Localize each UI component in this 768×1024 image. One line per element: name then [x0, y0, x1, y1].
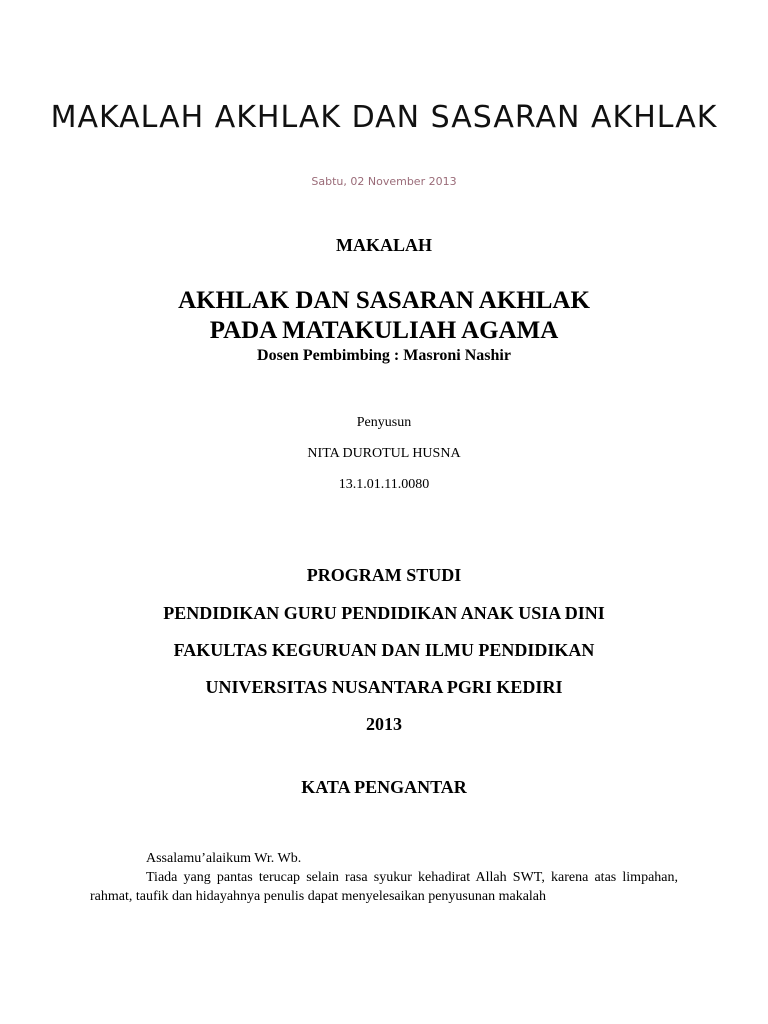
greeting: Assalamu’alaikum Wr. Wb.: [146, 851, 302, 866]
author-id: 13.1.01.11.0080: [338, 477, 430, 492]
blog-post-title[interactable]: MAKALAH AKHLAK DAN SASARAN AKHLAK: [50, 100, 718, 135]
faculty-name: FAKULTAS KEGURUAN DAN ILMU PENDIDIKAN: [173, 640, 595, 660]
program-label: PROGRAM STUDI: [306, 565, 462, 585]
author-name: NITA DUROTUL HUSNA: [307, 446, 461, 461]
paper-title: AKHLAK DAN SASARAN AKHLAK PADA MATAKULIAH AGAMA: [178, 287, 590, 344]
foreword-heading: KATA PENGANTAR: [301, 777, 467, 797]
department-name: PENDIDIKAN GURU PENDIDIKAN ANAK USIA DINI: [163, 603, 605, 623]
post-date: Sabtu, 02 November 2013: [311, 175, 457, 188]
foreword-paragraph: Tiada yang pantas terucap selain rasa syukur kehadirat Allah SWT, karena atas limpahan, rahmat, taufik dan hidayahnya penulis dapat menyelesaikan penyusunan makalah: [90, 870, 678, 904]
makalah-label: MAKALAH: [336, 235, 432, 255]
supervisor-line: Dosen Pembimbing : Masroni Nashir: [257, 347, 511, 364]
year: 2013: [366, 714, 402, 734]
foreword-body: [90, 849, 678, 906]
university-name: UNIVERSITAS NUSANTARA PGRI KEDIRI: [205, 677, 563, 697]
author-label: Penyusun: [356, 415, 412, 430]
